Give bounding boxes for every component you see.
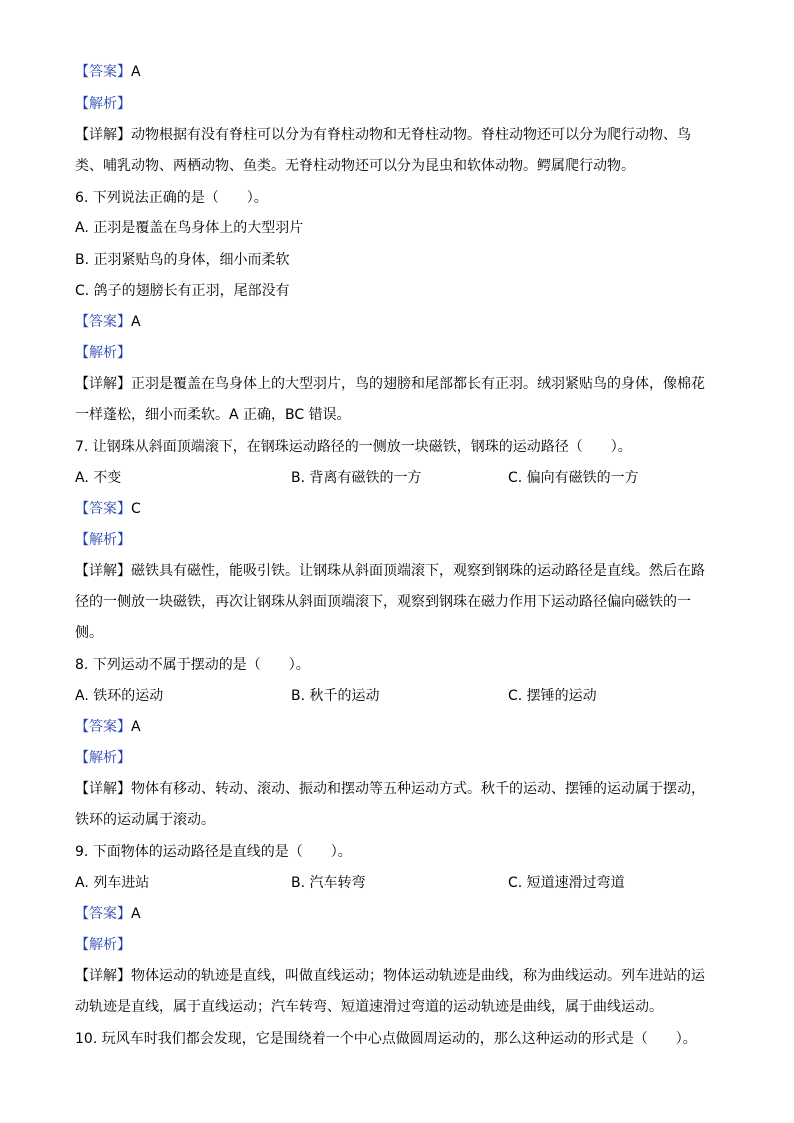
answer-line [75, 62, 715, 82]
detail-text: 磁铁具有磁性，能吸引铁。让钢珠从斜面顶端滚下，观察到钢珠的运动路径是直线。然后在路径的一侧放一块磁铁，再次让钢珠从斜面顶端滚下，观察到钢珠在磁力作用下运动路径偏向磁铁的一侧。 [75, 563, 705, 641]
answer-line [75, 904, 715, 924]
q8-option-a: A. 铁环的运动 [75, 688, 164, 704]
detail-paragraph [75, 774, 715, 836]
analysis-label: 【解析】 [75, 750, 131, 766]
analysis-label: 【解析】 [75, 345, 131, 361]
q7-option-b: B. 背离有磁铁的一方 [291, 470, 422, 486]
detail-label: 【详解】 [75, 376, 131, 392]
answer-label: 【答案】 [75, 719, 131, 735]
question-8: 8. 下列运动不属于摆动的是（ ）。 [75, 657, 310, 673]
answer-line [75, 312, 715, 332]
q9-options [75, 873, 715, 893]
analysis-label: 【解析】 [75, 96, 131, 112]
answer-value: C [131, 501, 141, 517]
detail-label: 【详解】 [75, 563, 131, 579]
detail-text: 动物根据有没有脊柱可以分为有脊柱动物和无脊柱动物。脊柱动物还可以分为爬行动物、鸟类、哺乳动物、两栖动物、鱼类。无脊柱动物还可以分为昆虫和软体动物。鳄属爬行动物。 [75, 127, 691, 174]
answer-value: A [131, 64, 141, 80]
analysis-line [75, 748, 715, 768]
q9-option-b: B. 汽车转弯 [291, 875, 366, 891]
answer-label: 【答案】 [75, 501, 131, 517]
analysis-line [75, 530, 715, 550]
q8-option-b: B. 秋千的运动 [291, 688, 380, 704]
q7-options [75, 468, 715, 488]
detail-text: 正羽是覆盖在鸟身体上的大型羽片，鸟的翅膀和尾部都长有正羽。绒羽紧贴鸟的身体，像棉花一样蓬松，细小而柔软。A 正确，BC 错误。 [75, 376, 705, 423]
answer-label: 【答案】 [75, 314, 131, 330]
detail-label: 【详解】 [75, 781, 131, 797]
answer-label: 【答案】 [75, 906, 131, 922]
answer-value: A [131, 314, 141, 330]
question-6: 6. 下列说法正确的是（ ）。 [75, 190, 268, 206]
q9-option-c: C. 短道速滑过弯道 [508, 875, 625, 891]
detail-label: 【详解】 [75, 968, 131, 984]
q7-option-a: A. 不变 [75, 470, 122, 486]
answer-value: A [131, 906, 141, 922]
analysis-line [75, 935, 715, 955]
detail-label: 【详解】 [75, 127, 131, 143]
question-7: 7. 让钢珠从斜面顶端滚下，在钢珠运动路径的一侧放一块磁铁，钢珠的运动路径（ ）。 [75, 439, 632, 455]
analysis-label: 【解析】 [75, 532, 131, 548]
analysis-line [75, 94, 715, 114]
question-10: 10. 玩风车时我们都会发现，它是围绕着一个中心点做圆周运动的，那么这种运动的形式是（ ）。 [75, 1031, 697, 1047]
answer-label: 【答案】 [75, 64, 131, 80]
answer-value: A [131, 719, 141, 735]
detail-paragraph [75, 120, 715, 182]
detail-paragraph [75, 556, 715, 649]
detail-paragraph [75, 369, 715, 431]
analysis-label: 【解析】 [75, 937, 131, 953]
answer-line [75, 717, 715, 737]
q9-option-a: A. 列车进站 [75, 875, 150, 891]
answer-line [75, 499, 715, 519]
q6-option-b: B. 正羽紧贴鸟的身体，细小而柔软 [75, 252, 290, 268]
question-9: 9. 下面物体的运动路径是直线的是（ ）。 [75, 844, 352, 860]
q6-option-a: A. 正羽是覆盖在鸟身体上的大型羽片 [75, 220, 304, 236]
detail-text: 物体有移动、转动、滚动、振动和摆动等五种运动方式。秋千的运动、摆锤的运动属于摆动，铁环的运动属于滚动。 [75, 781, 705, 828]
q6-option-c: C. 鸽子的翅膀长有正羽，尾部没有 [75, 283, 290, 299]
analysis-line [75, 343, 715, 363]
detail-paragraph [75, 961, 715, 1023]
q7-option-c: C. 偏向有磁铁的一方 [508, 470, 639, 486]
q8-option-c: C. 摆锤的运动 [508, 688, 597, 704]
detail-text: 物体运动的轨迹是直线，叫做直线运动；物体运动轨迹是曲线，称为曲线运动。列车进站的运动轨迹是直线，属于直线运动；汽车转弯、短道速滑过弯道的运动轨迹是曲线，属于曲线运动。 [75, 968, 705, 1015]
q8-options [75, 686, 715, 706]
